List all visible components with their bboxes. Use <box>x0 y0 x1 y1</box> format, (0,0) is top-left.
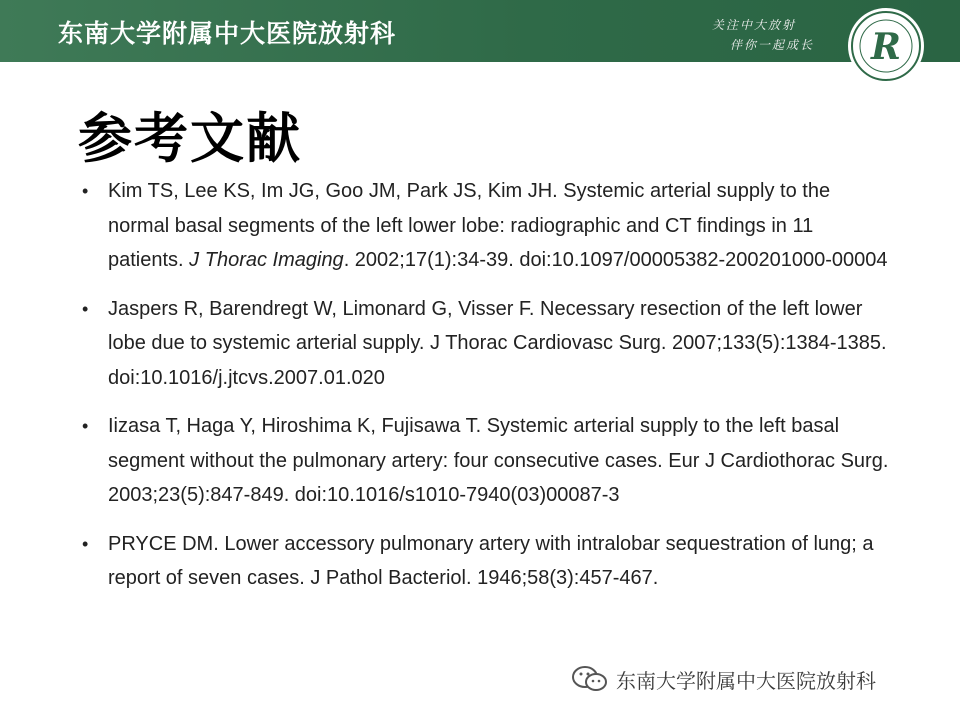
reference-journal: J Thorac Imaging <box>189 249 344 271</box>
slide-title: 参考文献 <box>78 107 302 170</box>
reference-item <box>80 527 890 596</box>
reference-item <box>80 174 890 278</box>
reference-list <box>80 174 890 610</box>
reference-item <box>80 409 890 513</box>
bullet-icon: • <box>82 416 89 436</box>
watermark-text: 东南大学附属中大医院放射科 <box>616 668 876 693</box>
slogan-line-2: 伴你一起成长 <box>730 38 815 52</box>
bullet-icon: • <box>82 298 89 319</box>
wechat-icon <box>570 664 610 694</box>
reference-item <box>80 292 890 396</box>
bullet-icon: • <box>82 181 89 201</box>
slogan-line-1: 关注中大放射 <box>712 18 797 32</box>
reference-citation: . 2002;17(1):34-39. doi:10.1097/00005382-200201000-00004 <box>343 249 888 271</box>
logo-letter: R <box>871 26 901 68</box>
reference-text: Kim TS, Lee KS, Im JG, Goo JM, Park JS, Kim JH. Systemic arterial supply to the normal basal segments of the left lower lobe: radiographic and CT findings in 11 patients. <box>108 180 831 271</box>
header-banner <box>0 0 960 62</box>
wechat-watermark <box>570 664 876 694</box>
hospital-radiology-logo-icon <box>846 6 926 86</box>
bullet-icon: • <box>82 533 89 554</box>
org-title: 东南大学附属中大医院放射科 <box>58 19 397 48</box>
reference-text: PRYCE DM. Lower accessory pulmonary artery with intralobar sequestration of lung; a report of seven cases. J Pathol Bacteriol. 1946;58(3):457-467. <box>108 532 874 589</box>
reference-text: Jaspers R, Barendregt W, Limonard G, Visser F. Necessary resection of the left lower lobe due to systemic arterial supply. J Thorac Cardiovasc Surg. 2007;133(5):1384-1385. doi:10.1016/j.jtcvs.2007.01.020 <box>108 297 887 389</box>
reference-text: Iizasa T, Haga Y, Hiroshima K, Fujisawa T. Systemic arterial supply to the left basal segment without the pulmonary artery: four consecutive cases. Eur J Cardiothorac Surg. 2003;23(5):847-849. doi:10.1016/s1010-7940(03)00087-3 <box>108 415 889 506</box>
